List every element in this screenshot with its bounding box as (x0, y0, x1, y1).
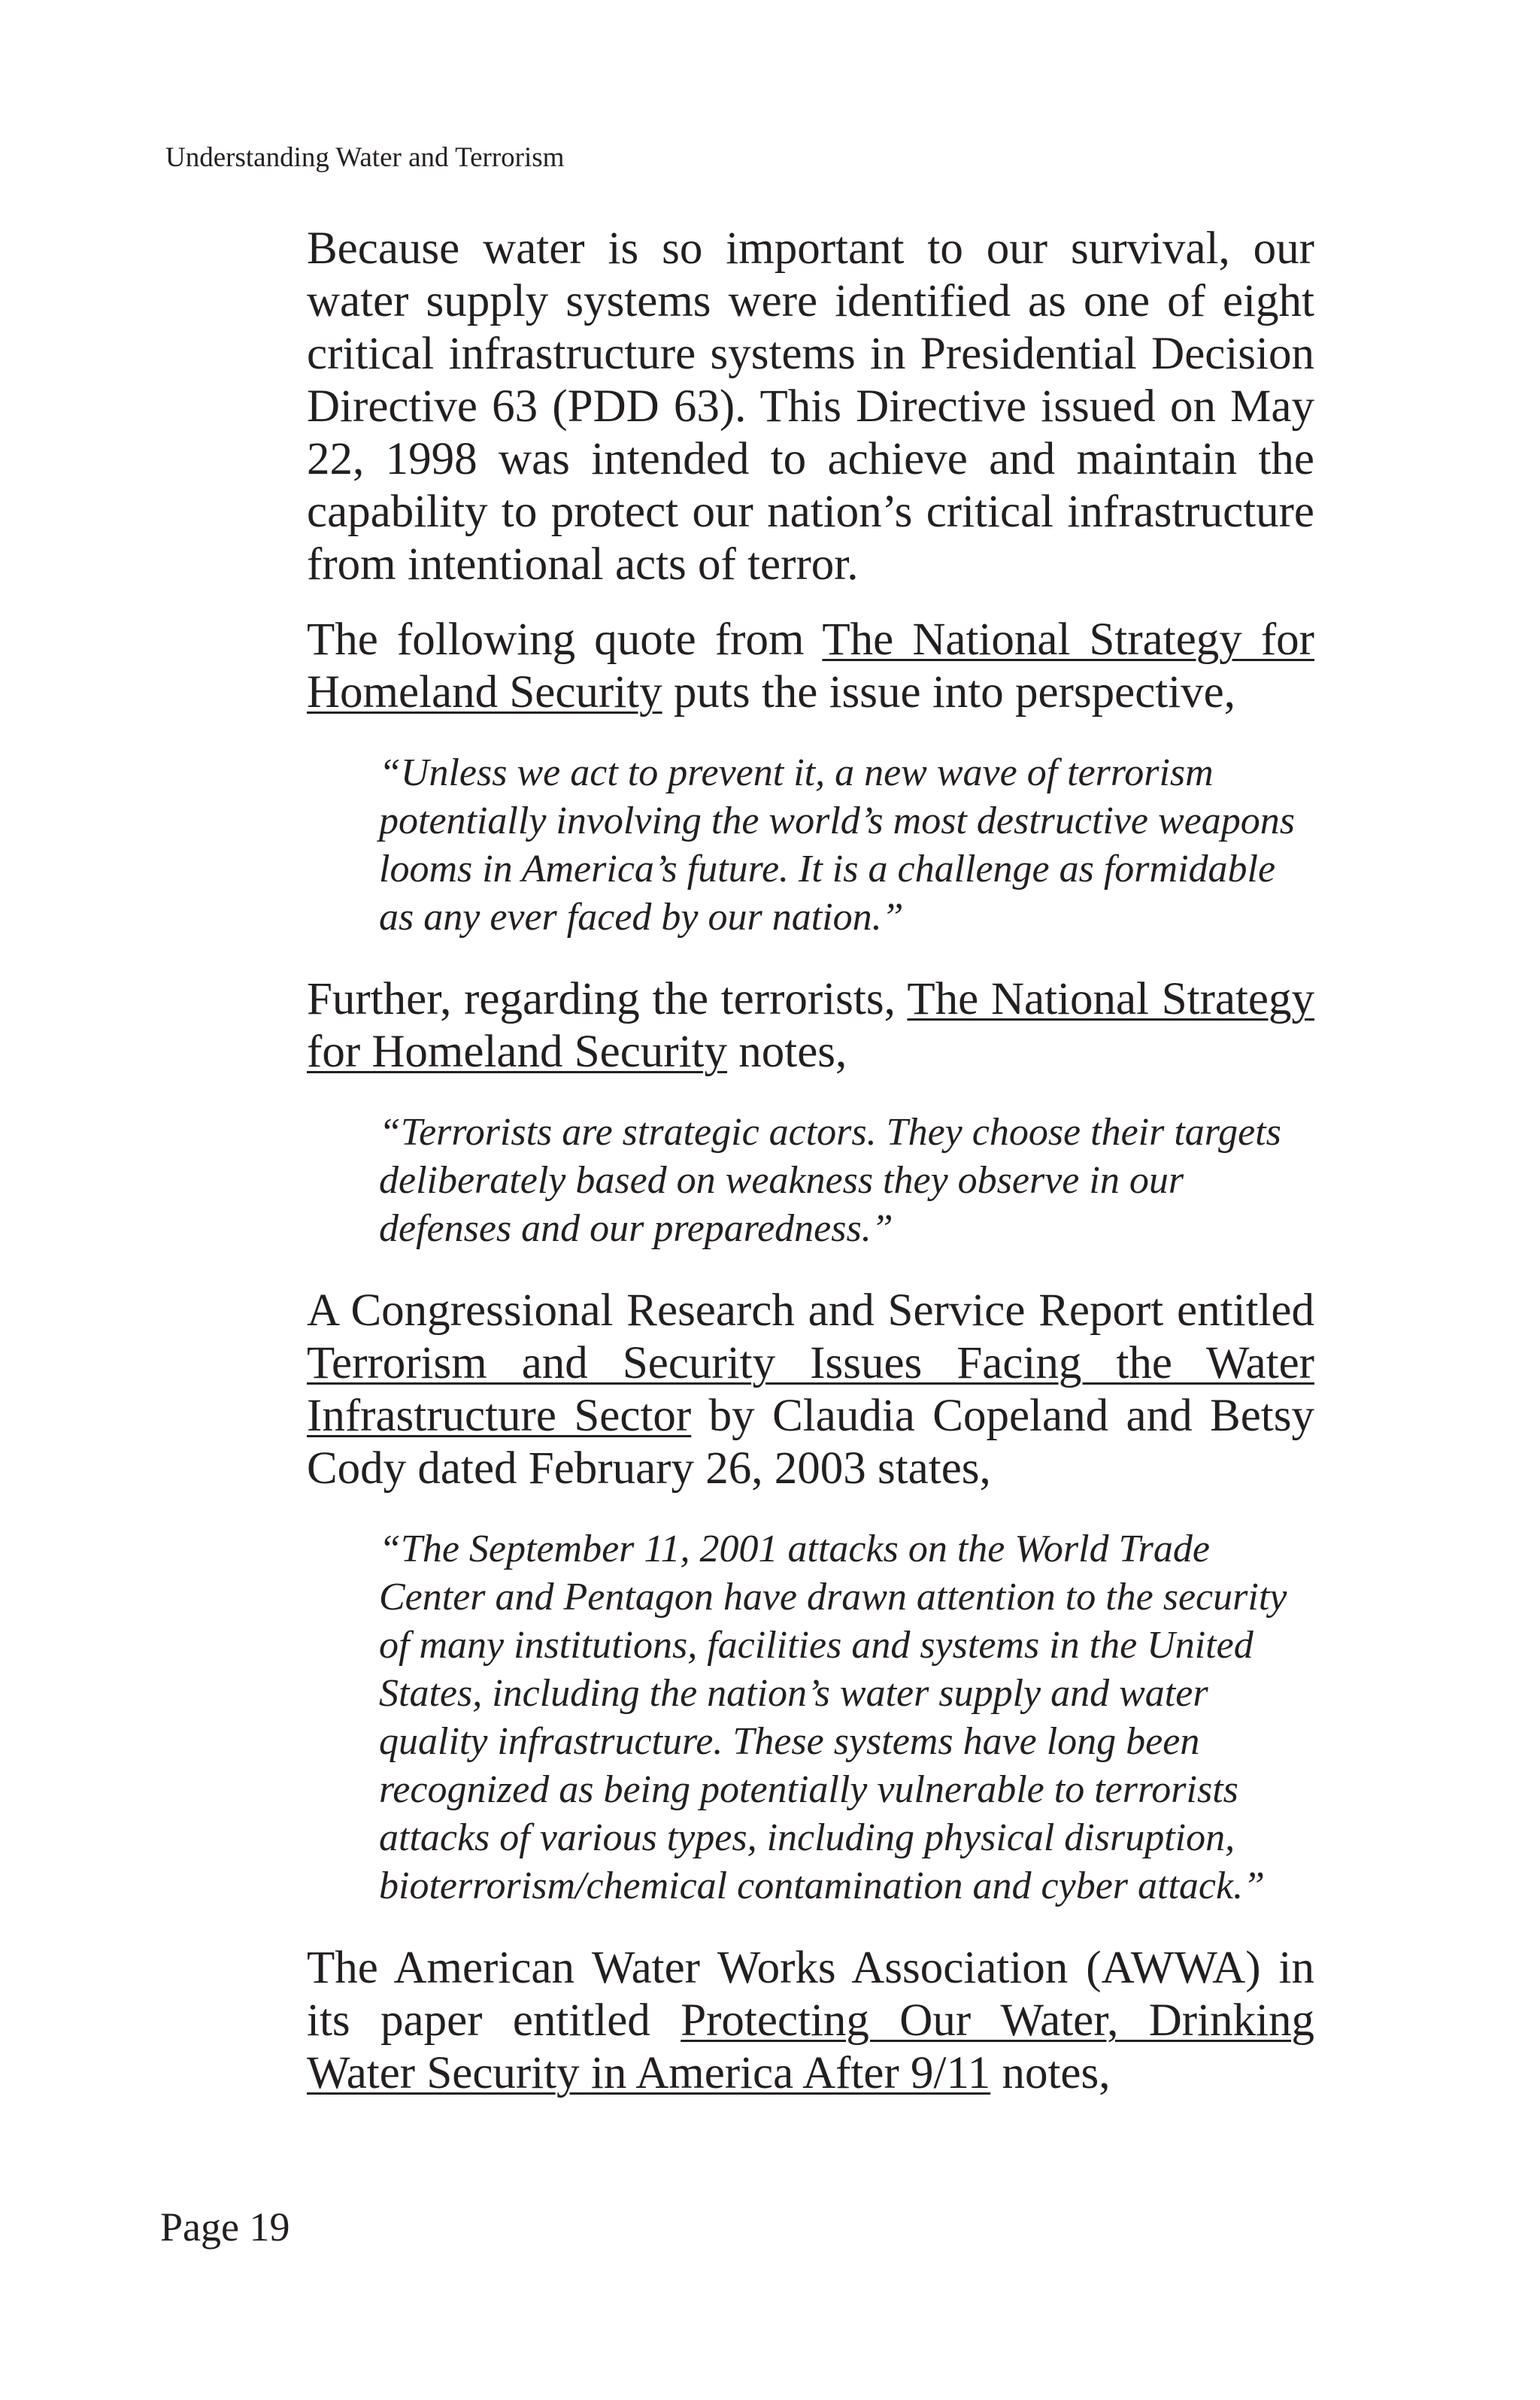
document-title: The National Strategy for Homeland Security (307, 974, 1314, 1077)
quote-national-strategy: “Unless we act to prevent it, a new wave of terrorism potentially involving the world’s most destructive weapons looms in America’s future. It is a challenge as formidable as any ever faced by our nation.” (379, 751, 1296, 939)
paragraph-national-strategy-intro (307, 614, 1314, 719)
paragraph-text: puts the issue into perspective, (662, 667, 1235, 718)
paragraph-text: notes, (990, 2048, 1111, 2098)
paragraph-text: notes, (727, 1027, 847, 1077)
paragraph-text: A Congressional Research and Service Report entitled (307, 1285, 1314, 1336)
paragraph-text: by Claudia Copeland and Betsy Cody dated February 26, 2003 states, (307, 1391, 1314, 1494)
quote-terrorists: “Terrorists are strategic actors. They choose their targets deliberately based on weakness they observe in our defenses and our preparedness.” (379, 1111, 1281, 1250)
document-title: The National Strategy for Homeland Security (307, 614, 1314, 718)
paragraph-terrorists-intro (307, 973, 1314, 1079)
document-title: Terrorism and Security Issues Facing the Water Infrastructure Sector (307, 1338, 1314, 1441)
quote-crs-report: “The September 11, 2001 attacks on the World Trade Center and Pentagon have drawn attention to the security of many institutions, facilities and systems in the United States, including the nation’s water supply and water quality infrastructure. These systems have long been recognized as being potentially vulnerable to terrorists attacks of various types, including physical disruption, bioterrorism/chemical contamination and cyber attack.” (379, 1528, 1287, 1907)
page-number: Page 19 (160, 2204, 290, 2250)
page-body (307, 223, 1314, 2100)
paragraph-text: Further, regarding the terrorists, (307, 974, 908, 1024)
running-head: Understanding Water and Terrorism (165, 142, 565, 173)
paragraph-text: The American Water Works Association (AWWA) in its paper entitled (307, 1943, 1314, 2046)
paragraph-text: The following quote from (307, 614, 823, 665)
paragraph-awwa (307, 1942, 1314, 2100)
document-title: Protecting Our Water, Drinking Water Security in America After 9/11 (307, 1995, 1314, 2098)
paragraph-crs-report (307, 1285, 1314, 1495)
paragraph-pdd63: Because water is so important to our survival, our water supply systems were identified as one of eight critical infrastructure systems in Presidential Decision Directive 63 (PDD 63). This Directive issued on May 22, 1998 was intended to achieve and maintain the capability to protect our nation’s critical infrastructure from intentional acts of terror. (307, 223, 1314, 590)
